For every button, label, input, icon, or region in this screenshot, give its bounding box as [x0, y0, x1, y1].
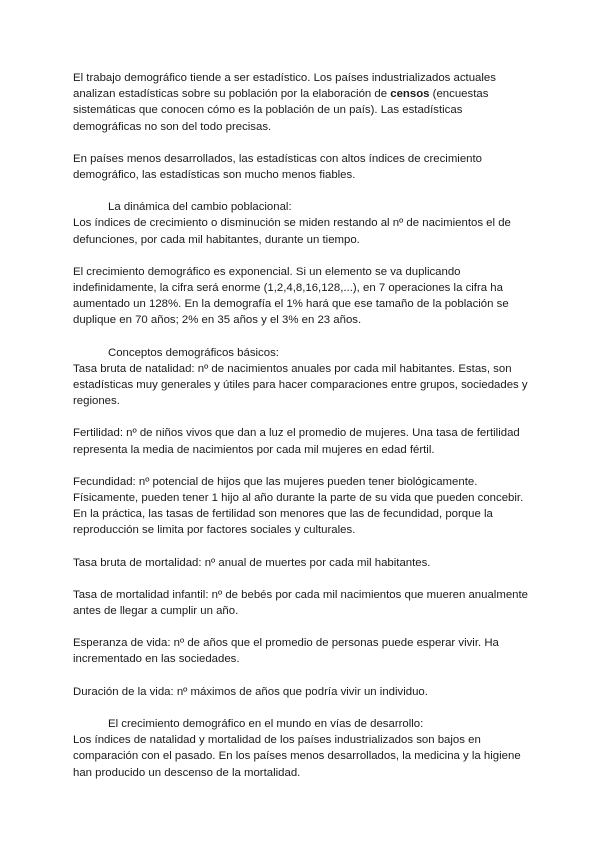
- section-mundo-desarrollo: [73, 716, 528, 781]
- paragraph-tasa-mortalidad: Tasa bruta de mortalidad: nº anual de muertes por cada mil habitantes.: [73, 556, 431, 569]
- paragraph-mortalidad-infantil: Tasa de mortalidad infantil: nº de bebés por cada mil nacimientos que mueren anualmente antes de llegar a cumplir un año.: [73, 588, 528, 618]
- section-heading: El crecimiento demográfico en el mundo en vías de desarrollo:: [108, 717, 424, 730]
- paragraph-esperanza-vida: Esperanza de vida: nº de años que el promedio de personas puede esperar vivir. Ha incrementado en las sociedades.: [73, 637, 499, 666]
- section-conceptos: [73, 345, 528, 410]
- paragraph-text: (encuestas sistemáticas que conocen cómo es la población de un país). Las estadísticas demográficas no son del todo precisas.: [73, 88, 489, 133]
- paragraph-fertilidad: Fertilidad: nº de niños vivos que dan a luz el promedio de mujeres. Una tasa de fertilidad representa la media de nacimientos por cada mil mujeres en edad fértil.: [73, 427, 520, 456]
- document-body: [73, 70, 528, 797]
- section-heading: Conceptos demográficos básicos:: [108, 346, 279, 359]
- section-text: Los índices de natalidad y mortalidad de los países industrializados son bajos en comparación con el pasado. En los países menos desarrollados, la medicina y la higiene han producido un descenso de la mortalidad.: [73, 734, 521, 779]
- section-text: Tasa bruta de natalidad: nº de nacimientos anuales por cada mil habitantes. Estas, son estadísticas muy generales y útiles para hacer comparaciones entre grupos, sociedades y regiones.: [73, 362, 528, 408]
- paragraph-fecundidad: Fecundidad: nº potencial de hijos que las mujeres pueden tener biológicamente. Físicamente, pueden tener 1 hijo al año durante la parte de su vida que pueden concebir. En la práctica, las tasas de fertilidad son menores que las de fecundidad, porque la reproducción se limita por factores sociales y culturales.: [73, 475, 524, 537]
- bold-term-censos: censos: [390, 88, 430, 101]
- section-dinamica: [73, 199, 528, 248]
- paragraph-paises-menos-desarrollados: En países menos desarrollados, las estadísticas con altos índices de crecimiento demográfico, las estadísticas son mucho menos fiables.: [73, 152, 483, 182]
- paragraph-censos: [73, 70, 528, 135]
- paragraph-duracion-vida: Duración de la vida: nº máximos de años que podría vivir un individuo.: [73, 685, 428, 698]
- paragraph-crecimiento-exponencial: El crecimiento demográfico es exponencial. Si un elemento se va duplicando indefinidamente, la cifra será enorme (1,2,4,8,16,128,...), en 7 operaciones la cifra ha aumentado un 128%. En la demografía el 1% hará que ese tamaño de la población se duplique en 70 años; 2% en 35 años y el 3% en 23 años.: [73, 265, 509, 327]
- paragraph-text: El trabajo demográfico tiende a ser estadístico. Los países industrializados actuales analizan estadísticas sobre su población por la elaboración de: [73, 72, 496, 101]
- section-text: Los índices de crecimiento o disminución se miden restando al nº de nacimientos el de defunciones, por cada mil habitantes, durante un tiempo.: [73, 217, 511, 246]
- section-heading: La dinámica del cambio poblacional:: [108, 201, 292, 214]
